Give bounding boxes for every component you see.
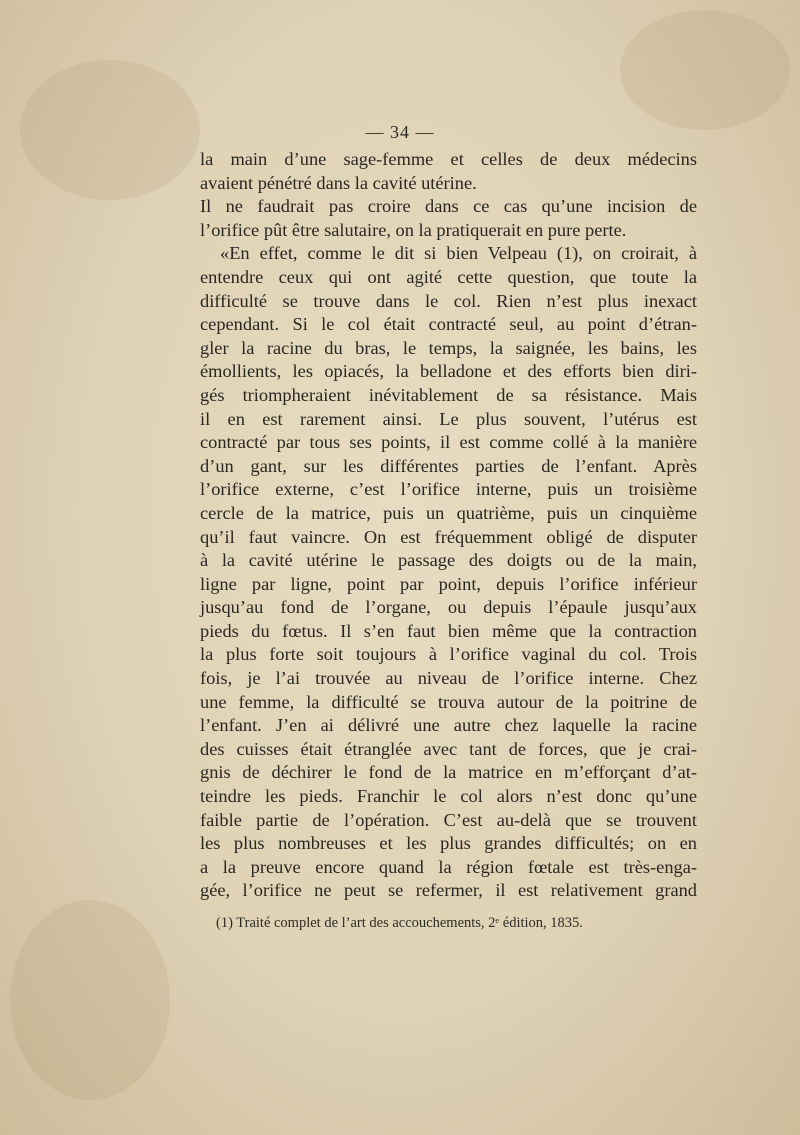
text-line: teindre les pieds. Franchir le col alors n’est donc qu’une bbox=[200, 786, 697, 807]
text-line: a la preuve encore quand la région fœtale est très-enga- bbox=[200, 856, 697, 877]
text-line: une femme, la difficulté se trouva autour de la poitrine de bbox=[200, 691, 697, 712]
text-line: l’orifice pût être salutaire, on la pratiquerait en pure perte. bbox=[200, 219, 627, 240]
text-line: l’enfant. J’en ai délivré une autre chez laquelle la racine bbox=[200, 715, 697, 736]
text-line: gler la racine du bras, le temps, la saignée, les bains, les bbox=[200, 337, 697, 358]
text-line: Il ne faudrait pas croire dans ce cas qu’une incision de bbox=[200, 196, 697, 217]
text-line: émollients, les opiacés, la belladone et des efforts bien diri- bbox=[200, 361, 697, 382]
paper-stain bbox=[620, 10, 790, 130]
text-line: faible partie de l’opération. C’est au-delà que se trouvent bbox=[200, 809, 697, 830]
paper-stain bbox=[10, 900, 170, 1100]
text-line: contracté par tous ses points, il est comme collé à la manière bbox=[200, 432, 697, 453]
text-line: fois, je l’ai trouvée au niveau de l’orifice interne. Chez bbox=[200, 668, 697, 689]
text-line: avaient pénétré dans la cavité utérine. bbox=[200, 172, 477, 193]
body-text bbox=[200, 148, 697, 903]
page-number: — 34 — bbox=[365, 122, 435, 142]
text-line: qu’il faut vaincre. On est fréquemment obligé de disputer bbox=[200, 526, 697, 547]
text-line: «En effet, comme le dit si bien Velpeau (1), on croirait, à bbox=[220, 243, 697, 264]
text-line: cercle de la matrice, puis un quatrième, puis un cinquième bbox=[200, 502, 697, 523]
text-line: la main d’une sage-femme et celles de deux médecins bbox=[200, 149, 697, 169]
text-line: difficulté se trouve dans le col. Rien n’est plus inexact bbox=[200, 290, 697, 311]
text-line: gnis de déchirer le fond de la matrice en m’efforçant d’at- bbox=[200, 762, 697, 783]
text-line: à la cavité utérine le passage des doigts ou de la main, bbox=[200, 550, 697, 571]
text-line: gée, l’orifice ne peut se refermer, il est relativement grand bbox=[200, 880, 697, 901]
text-line: l’orifice externe, c’est l’orifice interne, puis un troisième bbox=[200, 479, 697, 500]
text-line: la plus forte soit toujours à l’orifice vaginal du col. Trois bbox=[200, 644, 697, 665]
text-line: jusqu’au fond de l’organe, ou depuis l’épaule jusqu’aux bbox=[200, 597, 697, 618]
text-line: des cuisses était étranglée avec tant de forces, que je crai- bbox=[200, 738, 697, 759]
footnote: (1) Traité complet de l’art des accouchements, 2ᵉ édition, 1835. bbox=[216, 915, 583, 931]
text-line: d’un gant, sur les différentes parties de l’enfant. Après bbox=[200, 455, 697, 476]
text-line: les plus nombreuses et les plus grandes difficultés; on en bbox=[200, 833, 697, 854]
text-line: gés triompheraient inévitablement de sa résistance. Mais bbox=[200, 384, 697, 405]
text-line: ligne par ligne, point par point, depuis l’orifice inférieur bbox=[200, 573, 697, 594]
text-line: pieds du fœtus. Il s’en faut bien même que la contraction bbox=[200, 620, 697, 641]
text-line: il en est rarement ainsi. Le plus souvent, l’utérus est bbox=[200, 408, 697, 429]
text-line: entendre ceux qui ont agité cette question, que toute la bbox=[200, 266, 697, 287]
text-line: cependant. Si le col était contracté seul, au point d’étran- bbox=[200, 314, 697, 335]
